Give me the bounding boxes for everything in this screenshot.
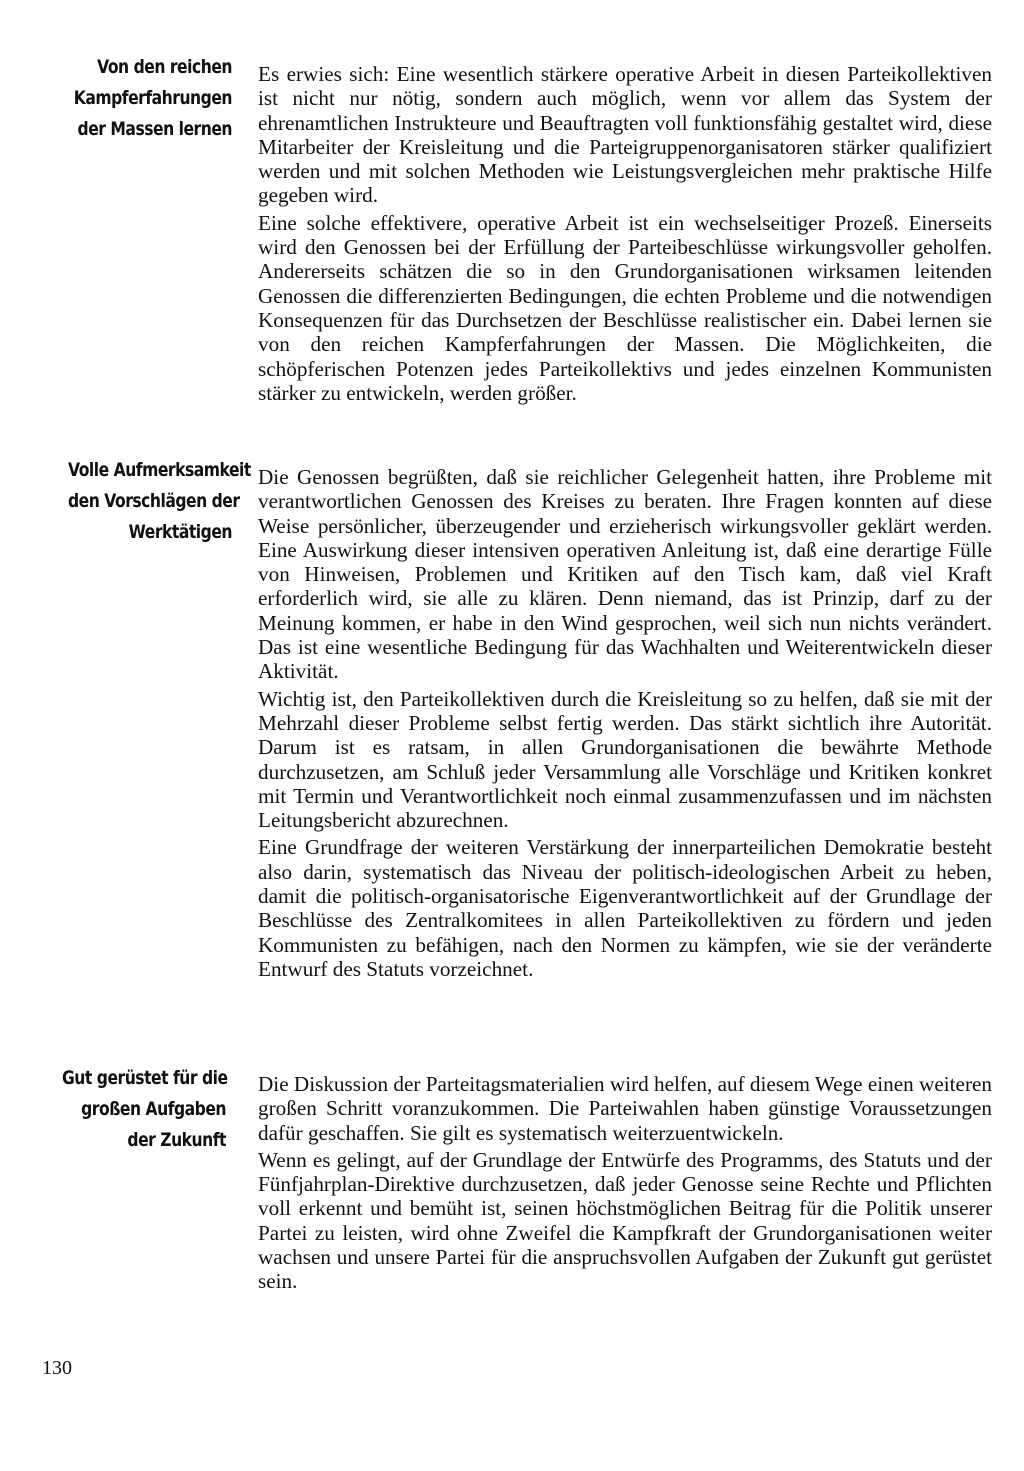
margin-heading-2	[68, 455, 251, 548]
margin-heading-line: Kampferfahrungen	[73, 87, 232, 109]
margin-heading-line: Volle Aufmerksamkeit	[68, 459, 251, 481]
paragraph: Es erwies sich: Eine wesentlich stärkere operative Arbeit in diesen Parteikollektiven ist nicht nur nötig, sondern auch möglich, wenn vor allem das System der ehrenamtlichen Instrukteure und Beauftragten voll funktionsfähig gestaltet wird, diese Mitarbeiter der Kreisleitung und die Parteigruppenorganisatoren stärker qualifiziert werden und mit solchen Methoden wie Leistungsvergleichen mehr praktische Hilfe gegeben wird.	[258, 62, 992, 208]
margin-heading-line: den Vorschlägen der	[68, 490, 240, 512]
margin-heading-3	[62, 1063, 226, 1156]
paragraph: Die Genossen begrüßten, daß sie reichlicher Gelegenheit hatten, ihre Probleme mit verantwortlichen Genossen des Kreises zu beraten. Ihre Fragen konnten auf diese Weise persönlicher, überzeugender und erzieherisch wirkungsvoller geklärt werden. Eine Auswirkung dieser intensiven operativen Anleitung ist, daß eine derartige Fülle von Hinweisen, Problemen und Kritiken auf den Tisch kam, daß viel Kraft erforderlich wird, sie alle zu klären. Denn niemand, das ist Prinzip, darf zu der Meinung kommen, er habe in den Wind gesprochen, weil sich nun nichts verändert. Das ist eine wesentliche Bedingung für das Wachhalten und Weiterentwickeln dieser Aktivität.	[258, 465, 992, 684]
text-section-2	[258, 465, 992, 981]
text-section-3	[258, 1072, 992, 1294]
margin-heading-line: Gut gerüstet für die	[62, 1067, 228, 1089]
margin-heading-line: großen Aufgaben	[81, 1098, 226, 1120]
text-section-1	[258, 62, 992, 405]
paragraph: Wenn es gelingt, auf der Grundlage der Entwürfe des Programms, des Statuts und der Fünfjahrplan-Direktive durchzusetzen, daß jeder Genosse seine Rechte und Pflichten voll erkennt und bemüht ist, seinen höchstmöglichen Beitrag für die Politik unserer Partei zu leisten, wird ohne Zweifel die Kampfkraft der Grundorganisationen weiter wachsen und unsere Partei für die anspruchsvollen Aufgaben der Zukunft gut gerüstet sein.	[258, 1147, 992, 1294]
paragraph: Wichtig ist, den Parteikollektiven durch die Kreisleitung so zu helfen, daß sie mit der Mehrzahl dieser Probleme selbst fertig werden. Das stärkt sichtlich ihre Autorität. Darum ist es ratsam, in allen Grundorganisationen die bewährte Methode durchzusetzen, am Schluß jeder Versammlung alle Vorschläge und Kritiken konkret mit Termin und Verantwortlichkeit noch einmal zusammenzufassen und im nächsten Leitungsbericht abzurechnen.	[258, 686, 992, 833]
margin-heading-line: der Massen lernen	[77, 118, 232, 140]
margin-heading-line: Werktätigen	[128, 521, 232, 543]
paragraph: Eine Grundfrage der weiteren Verstärkung der innerparteilichen Demokratie besteht also darin, systematisch das Niveau der politisch-ideologischen Arbeit zu heben, damit die politisch-organisatorische Eigenverantwortlichkeit auf der Grundlage der Beschlüsse des Zentralkomitees in allen Parteikollektiven zu fördern und jeden Kommunisten zu befähigen, nach den Normen zu kämpfen, wie sie der veränderte Entwurf des Statuts vorzeichnet.	[258, 835, 992, 981]
page-number: 130	[42, 1357, 72, 1379]
paragraph: Eine solche effektivere, operative Arbeit ist ein wechselseitiger Prozeß. Einerseits wird den Genossen bei der Erfüllung der Parteibeschlüsse wirkungsvoller geholfen. Andererseits schätzen die so in den Grundorganisationen wirksamen leitenden Genossen die differenzierten Bedingungen, die echten Probleme und die notwendigen Konsequenzen für das Durchsetzen der Beschlüsse realistischer ein. Dabei lernen sie von den reichen Kampferfahrungen der Massen. Die Möglichkeiten, die schöpferischen Potenzen jedes Parteikollektivs und jedes einzelnen Kommunisten stärker zu entwickeln, werden größer.	[258, 210, 992, 405]
margin-heading-line: der Zukunft	[127, 1129, 226, 1151]
margin-heading-line: Von den reichen	[97, 56, 232, 78]
margin-heading-1	[68, 52, 232, 145]
paragraph: Die Diskussion der Parteitagsmaterialien wird helfen, auf diesem Wege einen weiteren großen Schritt voranzukommen. Die Parteiwahlen haben günstige Voraussetzungen dafür geschaffen. Sie gilt es systematisch weiterzuentwickeln.	[258, 1072, 992, 1145]
